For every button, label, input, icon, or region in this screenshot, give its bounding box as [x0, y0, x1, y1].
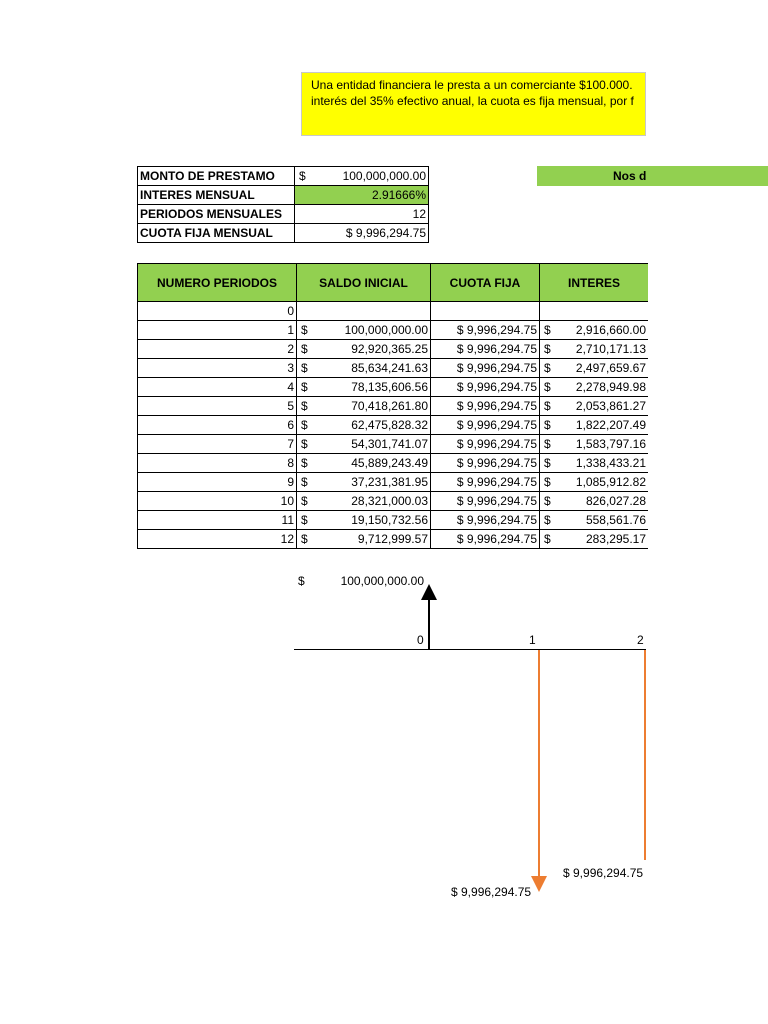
header-interes: INTERES [540, 264, 649, 302]
currency-symbol: $ [301, 342, 308, 356]
currency-symbol: $ [544, 380, 551, 394]
cell-text: $ 9,996,294.75 [456, 437, 537, 451]
summary-label: MONTO DE PRESTAMO [138, 167, 295, 186]
cell-text: $ 9,996,294.75 [456, 380, 537, 394]
cell-text: 9,712,999.57 [357, 532, 428, 546]
inflow-amount: 100,000,000.00 [340, 574, 424, 588]
cell-text: 2,497,659.67 [575, 361, 646, 375]
time-axis [294, 649, 646, 650]
summary-amount: 100,000,000.00 [342, 169, 426, 183]
currency-symbol: $ [544, 513, 551, 527]
cell-text: 283,295.17 [585, 532, 646, 546]
period-label-0: 0 [417, 633, 424, 647]
currency-symbol: $ [301, 532, 308, 546]
currency-symbol: $ [544, 342, 551, 356]
cell-text: $ 9,996,294.75 [456, 342, 537, 356]
cell-text: 92,920,365.25 [351, 342, 428, 356]
currency-symbol: $ [301, 361, 308, 375]
cell-text: 37,231,381.95 [351, 475, 428, 489]
cell-text: 1,085,912.82 [575, 475, 646, 489]
cell-text: 558,561.76 [585, 513, 646, 527]
currency-symbol: $ [301, 380, 308, 394]
summary-amount: $ 9,996,294.75 [345, 226, 426, 240]
cell-text: 2,053,861.27 [575, 399, 646, 413]
currency-symbol: $ [544, 437, 551, 451]
period-label-1: 1 [529, 633, 536, 647]
currency-symbol: $ [301, 494, 308, 508]
cell-text: 62,475,828.32 [351, 418, 428, 432]
cell-text: 12 [280, 532, 294, 546]
currency-symbol: $ [301, 513, 308, 527]
cell-text: 2,916,660.00 [575, 323, 646, 337]
cell-text: $ 9,996,294.75 [456, 323, 537, 337]
currency-symbol: $ [301, 437, 308, 451]
cell-text: $ 9,996,294.75 [456, 532, 537, 546]
cell-text: 2 [287, 342, 294, 356]
currency-symbol: $ [301, 418, 308, 432]
cell-text: 19,150,732.56 [351, 513, 428, 527]
cell-text: $ 9,996,294.75 [456, 418, 537, 432]
summary-amount: 12 [412, 207, 426, 221]
cell-text: 2,278,949.98 [575, 380, 646, 394]
summary-amount: 2.91666% [371, 188, 426, 202]
cell-text: 54,301,741.07 [351, 437, 428, 451]
currency-symbol: $ [544, 418, 551, 432]
currency-symbol: $ [301, 475, 308, 489]
cell-text: 5 [287, 399, 294, 413]
cell-text: 78,135,606.56 [351, 380, 428, 394]
currency-symbol: $ [544, 323, 551, 337]
problem-line-2: interés del 35% efectivo anual, la cuota es fija mensual, por f [311, 94, 634, 108]
cell-text: 3 [287, 361, 294, 375]
cell-text: 85,634,241.63 [351, 361, 428, 375]
cell-text: 2,710,171.13 [575, 342, 646, 356]
currency-symbol: $ [544, 361, 551, 375]
currency-symbol: $ [544, 399, 551, 413]
cell-text: 826,027.28 [585, 494, 646, 508]
cell-text: $ 9,996,294.75 [456, 513, 537, 527]
outflow-label-2: $ 9,996,294.75 [563, 866, 644, 880]
currency-symbol: $ [544, 532, 551, 546]
summary-label: PERIODOS MENSUALES [138, 205, 295, 224]
inflow-currency: $ [298, 574, 305, 588]
header-numero-periodos: NUMERO PERIODOS [138, 264, 297, 302]
cell-text: 7 [287, 437, 294, 451]
cell-text: 45,889,243.49 [351, 456, 428, 470]
problem-line-1: Una entidad financiera le presta a un comerciante $100.000. [311, 78, 633, 92]
cell-text: $ 9,996,294.75 [456, 456, 537, 470]
cell-text: 1,822,207.49 [575, 418, 646, 432]
cell-text: $ 9,996,294.75 [456, 399, 537, 413]
cell-text: 1 [287, 323, 294, 337]
currency-symbol: $ [301, 323, 308, 337]
cell-text: 1,338,433.21 [575, 456, 646, 470]
cell-text: 10 [280, 494, 294, 508]
currency-symbol: $ [301, 399, 308, 413]
currency-symbol: $ [544, 456, 551, 470]
cell-text: 100,000,000.00 [344, 323, 428, 337]
cell-text: 4 [287, 380, 294, 394]
summary-label: INTERES MENSUAL [138, 186, 295, 205]
cell-text: $ 9,996,294.75 [456, 475, 537, 489]
cell-text: 70,418,261.80 [351, 399, 428, 413]
cell-text: 1,583,797.16 [575, 437, 646, 451]
summary-label: CUOTA FIJA MENSUAL [138, 224, 295, 243]
currency-symbol: $ [544, 475, 551, 489]
cell-text: 9 [287, 475, 294, 489]
period-label-2: 2 [637, 633, 644, 647]
cell-text: 11 [281, 513, 294, 527]
header-saldo-inicial: SALDO INICIAL [297, 264, 431, 302]
cell-text: 28,321,000.03 [351, 494, 428, 508]
cell-text: 0 [287, 304, 294, 318]
cell-text: $ 9,996,294.75 [456, 361, 537, 375]
conclusion-banner: Nos d [537, 166, 768, 186]
currency-symbol: $ [544, 494, 551, 508]
currency-symbol: $ [299, 169, 306, 183]
currency-symbol: $ [301, 456, 308, 470]
header-cuota-fija: CUOTA FIJA [431, 264, 540, 302]
outflow-label-1: $ 9,996,294.75 [451, 885, 532, 899]
cell-text: 6 [287, 418, 294, 432]
cell-text: 8 [287, 456, 294, 470]
cell-text: $ 9,996,294.75 [456, 494, 537, 508]
